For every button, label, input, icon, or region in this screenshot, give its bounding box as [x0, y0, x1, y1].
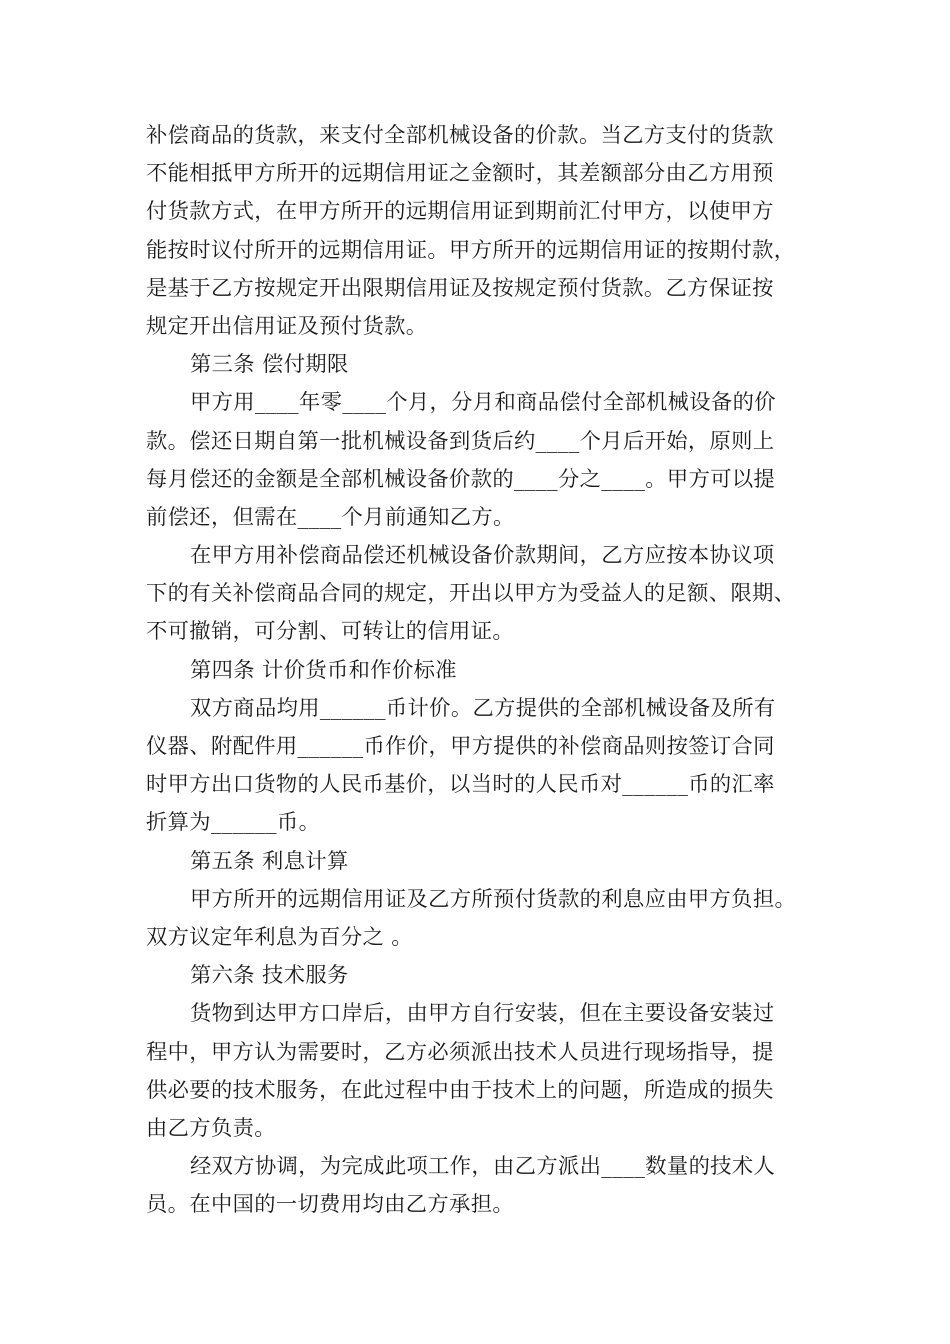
text-line: 货物到达甲方口岸后，由甲方自行安装，但在主要设备安装过	[190, 1001, 775, 1027]
text-line: 折算为______币。	[146, 810, 321, 836]
text-line: 前偿还，但需在____个月前通知乙方。	[146, 504, 515, 530]
text-line: 仪器、附配件用______币作价，甲方提供的补偿商品则按签订合同	[146, 734, 775, 759]
text-line: 程中，甲方认为需要时，乙方必须派出技术人员进行现场指导，提	[146, 1039, 774, 1065]
document-page	[146, 117, 826, 1224]
article-heading: 第三条 偿付期限	[190, 352, 349, 378]
article-heading: 第四条 计价货币和作价标准	[190, 657, 457, 683]
text-line: 不能相抵甲方所开的远期信用证之金额时，其差额部分由乙方用预	[146, 161, 774, 187]
text-line: 付货款方式，在甲方所开的远期信用证到期前汇付甲方，以使甲方	[146, 199, 774, 225]
text-line: 供必要的技术服务，在此过程中由于技术上的问题，所造成的损失	[146, 1077, 774, 1103]
article-heading: 第五条 利息计算	[190, 848, 349, 874]
text-line: 经双方协调，为完成此项工作，由乙方派出____数量的技术人	[190, 1154, 776, 1180]
text-line: 双方商品均用______币计价。乙方提供的全部机械设备及所有	[190, 695, 776, 721]
text-line: 双方议定年利息为百分之 。	[146, 924, 413, 950]
text-line: 下的有关补偿商品合同的规定，开出以甲方为受益人的足额、限期、	[146, 581, 796, 607]
text-line: 每月偿还的金额是全部机械设备价款的____分之____。甲方可以提	[146, 466, 776, 492]
text-line: 是基于乙方按规定开出限期信用证及按规定预付货款。乙方保证按	[146, 275, 774, 301]
text-line: 规定开出信用证及预付货款。	[146, 313, 428, 339]
text-line: 员。在中国的一切费用均由乙方承担。	[146, 1192, 514, 1218]
text-line: 补偿商品的货款，来支付全部机械设备的价款。当乙方支付的货款	[146, 123, 774, 148]
text-line: 时甲方出口货物的人民币基价，以当时的人民币对______币的汇率	[146, 772, 775, 798]
text-line: 在甲方用补偿商品偿还机械设备价款期间，乙方应按本协议项	[190, 543, 775, 569]
text-line: 不可撤销，可分割、可转让的信用证。	[146, 619, 514, 645]
text-line: 甲方用____年零____个月，分月和商品偿付全部机械设备的价	[190, 390, 776, 416]
text-line: 能按时议付所开的远期信用证。甲方所开的远期信用证的按期付款，	[146, 237, 796, 263]
article-heading: 第六条 技术服务	[190, 963, 349, 989]
text-line: 甲方所开的远期信用证及乙方所预付货款的利息应由甲方负担。	[190, 886, 797, 912]
text-line: 由乙方负责。	[146, 1115, 276, 1141]
text-line: 款。偿还日期自第一批机械设备到货后约____个月后开始，原则上	[146, 428, 775, 454]
